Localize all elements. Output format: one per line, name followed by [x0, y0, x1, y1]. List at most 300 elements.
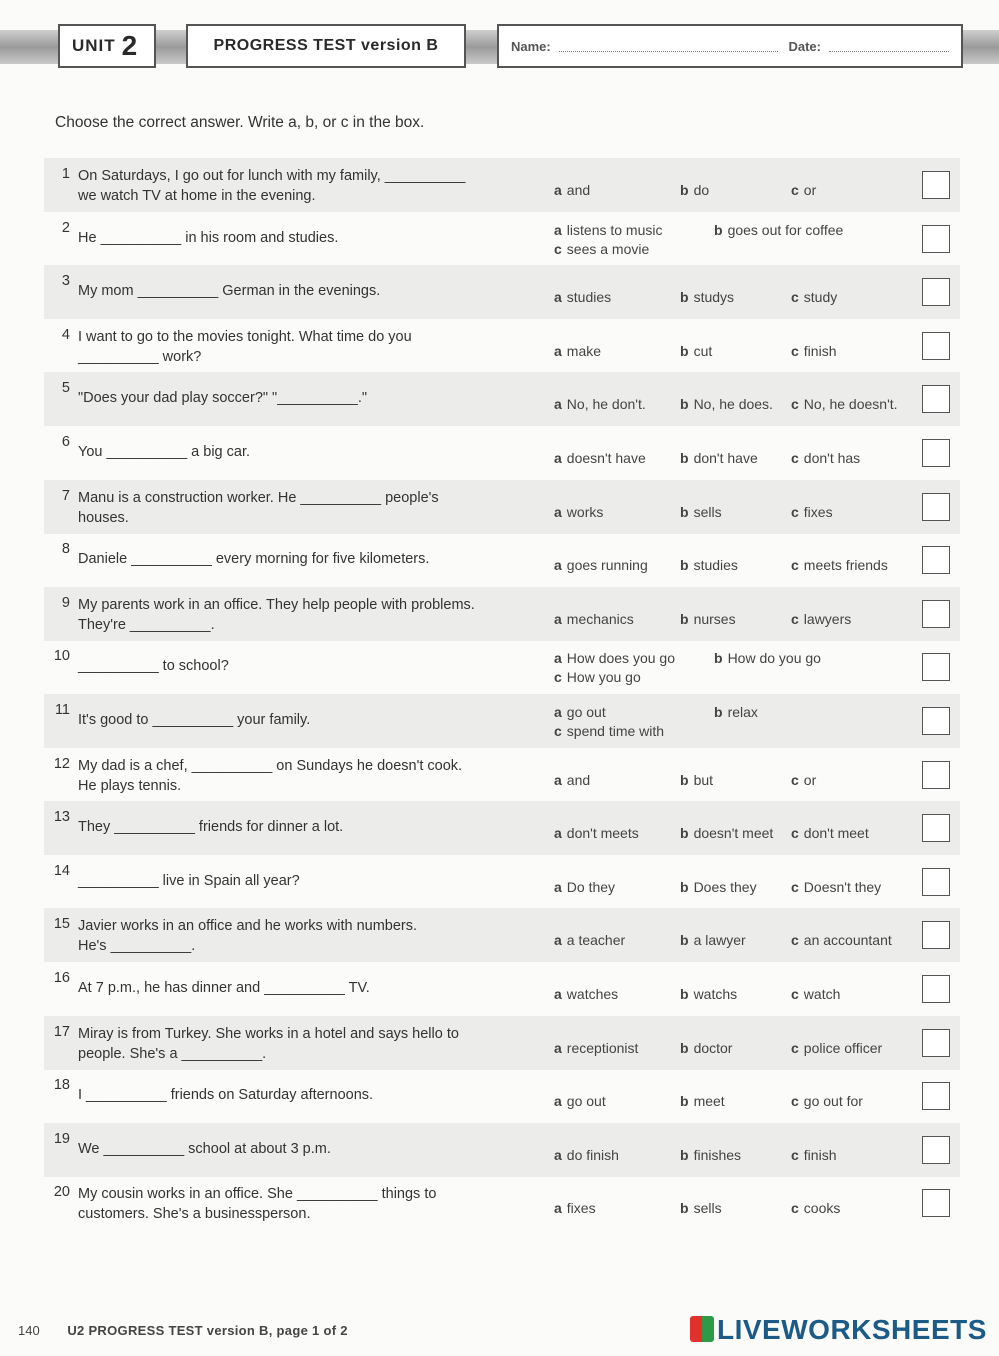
question-number: 3 [61, 273, 70, 290]
question-line: It's good to __________ your family. [78, 712, 311, 728]
question-line: At 7 p.m., he has dinner and __________ TV. [78, 980, 370, 996]
question-number: 17 [53, 1023, 70, 1040]
option-a [554, 1200, 596, 1216]
option-b [714, 650, 821, 666]
option-letter: c [791, 932, 799, 949]
option-b [680, 289, 734, 305]
option-text: How you go [566, 669, 641, 686]
question-row [44, 158, 960, 212]
question-row [44, 1176, 960, 1230]
option-text: goes running [566, 557, 648, 574]
option-c [791, 932, 892, 948]
question-line: Manu is a construction worker. He __________ people's [78, 489, 439, 506]
option-letter: c [791, 182, 799, 198]
option-text: cut [693, 342, 713, 359]
question-row [44, 748, 960, 802]
option-text: studies [566, 289, 612, 306]
option-b [680, 504, 722, 520]
option-a [554, 932, 625, 948]
question-row [44, 640, 960, 694]
question-text [78, 228, 548, 248]
question-line: we watch TV at home in the evening. [78, 188, 316, 204]
footer [18, 1323, 348, 1338]
option-b [680, 986, 737, 1002]
option-a [554, 986, 618, 1002]
question-line: My dad is a chef, __________ on Sundays he doesn't cook. [78, 757, 463, 774]
option-letter: b [714, 704, 723, 720]
option-letter: b [680, 342, 689, 359]
question-row [44, 212, 960, 266]
option-a [554, 450, 646, 466]
question-number: 20 [53, 1184, 70, 1201]
option-text: sells [693, 503, 722, 520]
option-letter: c [791, 1146, 799, 1163]
name-date-box [497, 24, 963, 68]
option-letter: b [680, 1093, 689, 1110]
option-text: lawyers [803, 610, 852, 627]
option-b [680, 557, 738, 573]
answer-box[interactable] [922, 707, 950, 735]
question-number: 5 [61, 380, 70, 397]
question-line: houses. [78, 509, 129, 526]
option-text: No, he doesn't. [803, 396, 898, 413]
option-text: don't have [693, 450, 758, 466]
option-a [554, 557, 648, 573]
option-letter: b [680, 1039, 689, 1056]
option-letter: a [554, 610, 562, 627]
option-a [554, 772, 590, 788]
date-field[interactable] [829, 50, 949, 52]
option-text: and [566, 182, 591, 198]
option-a [554, 222, 663, 238]
option-letter: b [680, 1200, 689, 1217]
question-number: 11 [54, 702, 70, 718]
question-line: Miray is from Turkey. She works in a hotel and says hello to [78, 1025, 459, 1042]
question-text [78, 710, 548, 730]
question-text [78, 327, 548, 367]
option-c [791, 1147, 836, 1163]
question-number: 18 [53, 1077, 70, 1094]
question-number: 19 [53, 1130, 70, 1147]
option-letter: c [554, 723, 562, 739]
option-letter: a [554, 771, 562, 788]
question-number: 4 [61, 326, 70, 343]
option-text: finish [803, 1146, 837, 1163]
option-b [680, 1040, 732, 1056]
question-line: You __________ a big car. [78, 444, 251, 460]
option-text: make [566, 342, 602, 359]
option-text: Do they [566, 878, 616, 895]
option-text: receptionist [566, 1039, 639, 1056]
test-title [186, 24, 466, 68]
option-letter: a [554, 825, 562, 842]
answer-box[interactable] [922, 439, 950, 467]
question-line: I want to go to the movies tonight. What time do you [78, 328, 412, 345]
question-line: __________ live in Spain all year? [78, 872, 300, 889]
option-text: go out [566, 704, 606, 720]
question-line: They __________ friends for dinner a lot. [78, 819, 344, 836]
question-number: 16 [53, 970, 70, 986]
question-row [44, 533, 960, 587]
question-text [78, 442, 548, 462]
question-row [44, 426, 960, 480]
question-row [44, 480, 960, 534]
option-letter: a [554, 503, 562, 520]
option-b [680, 1093, 725, 1109]
option-text: listens to music [566, 221, 663, 238]
answer-box[interactable] [922, 332, 950, 360]
answer-box[interactable] [922, 921, 950, 949]
option-text: doesn't have [566, 450, 646, 466]
question-line: They're __________. [78, 616, 215, 633]
option-letter: a [554, 1093, 562, 1110]
question-text [78, 978, 548, 998]
question-number: 14 [53, 862, 70, 879]
option-a [554, 504, 603, 520]
question-line: Javier works in an office and he works with numbers. [78, 918, 418, 935]
question-line: My parents work in an office. They help people with problems. [78, 596, 475, 613]
option-text: relax [727, 704, 758, 720]
option-text: do finish [566, 1146, 619, 1163]
question-line: __________ to school? [78, 658, 229, 675]
answer-box[interactable] [922, 493, 950, 521]
option-text: fixes [566, 1200, 596, 1217]
option-text: doesn't meet [693, 825, 774, 842]
option-text: don't meets [566, 825, 639, 842]
option-text: fixes [803, 503, 833, 520]
question-line: __________ work? [78, 348, 202, 365]
option-a [554, 289, 611, 305]
question-text [78, 1085, 548, 1105]
option-b [680, 343, 712, 359]
option-c [554, 723, 664, 739]
question-number: 1 [61, 166, 70, 182]
option-b [680, 932, 746, 948]
option-c [791, 289, 837, 305]
question-row [44, 694, 960, 748]
option-text: finish [803, 342, 837, 359]
option-text: No, he don't. [566, 396, 646, 413]
option-letter: b [680, 1146, 689, 1163]
option-letter: c [791, 396, 799, 413]
question-text [78, 1184, 548, 1224]
answer-box[interactable] [922, 814, 950, 842]
option-letter: c [791, 1093, 799, 1110]
question-text [78, 488, 548, 528]
option-b [680, 450, 758, 466]
answer-box[interactable] [922, 385, 950, 413]
option-text: nurses [693, 610, 736, 627]
option-letter: b [680, 825, 689, 842]
option-text: No, he does. [693, 396, 773, 413]
option-b [680, 772, 713, 788]
option-a [554, 704, 606, 720]
option-text: do [693, 182, 710, 198]
question-line: I __________ friends on Saturday afternoons. [78, 1087, 374, 1104]
option-text: How does you go [566, 650, 675, 667]
answer-box[interactable] [922, 975, 950, 1003]
option-text: or [803, 771, 817, 788]
date-label: Date: [788, 38, 821, 54]
unit-text: UNIT [72, 36, 116, 55]
option-text: go out [566, 1093, 606, 1110]
option-b [680, 1200, 722, 1216]
option-text: and [566, 771, 591, 788]
answer-box[interactable] [922, 1029, 950, 1057]
option-letter: a [554, 342, 562, 359]
option-letter: c [554, 240, 562, 257]
question-row [44, 801, 960, 855]
option-text: watch [803, 986, 841, 1002]
option-a [554, 182, 590, 198]
option-a [554, 611, 634, 627]
name-label: Name: [511, 38, 551, 54]
option-text: doctor [693, 1039, 733, 1056]
option-letter: c [791, 878, 799, 895]
question-row [44, 1016, 960, 1070]
option-text: studys [693, 289, 735, 306]
page-number: 140 [18, 1323, 40, 1338]
question-text [78, 549, 548, 569]
question-line: customers. She's a businessperson. [78, 1206, 311, 1223]
question-row [44, 1123, 960, 1177]
option-letter: b [680, 986, 689, 1002]
option-letter: c [791, 825, 799, 842]
question-row [44, 372, 960, 426]
option-a [554, 1040, 638, 1056]
question-number: 2 [61, 219, 70, 236]
logo-text: LIVEWORKSHEETS [717, 1314, 987, 1345]
option-c [791, 879, 881, 895]
option-text: works [566, 503, 604, 520]
option-text: finishes [693, 1146, 742, 1163]
option-c [791, 825, 869, 841]
option-text: don't has [803, 450, 861, 466]
option-text: a lawyer [693, 932, 746, 949]
option-letter: a [554, 182, 562, 198]
answer-box[interactable] [922, 1189, 950, 1217]
question-number: 13 [53, 809, 70, 826]
name-field[interactable] [559, 50, 779, 52]
option-text: police officer [803, 1039, 883, 1056]
option-b [714, 704, 758, 720]
answer-box[interactable] [922, 761, 950, 789]
answer-box[interactable] [922, 278, 950, 306]
option-c [791, 772, 816, 788]
option-letter: a [554, 557, 562, 574]
question-row [44, 319, 960, 373]
question-row [44, 962, 960, 1016]
option-a [554, 650, 675, 666]
question-text [78, 817, 548, 837]
option-letter: a [554, 704, 562, 720]
option-letter: b [680, 610, 689, 627]
question-row [44, 587, 960, 641]
answer-box[interactable] [922, 546, 950, 574]
option-letter: b [680, 878, 689, 895]
option-text: don't meet [803, 825, 869, 842]
option-b [680, 396, 773, 412]
question-number: 12 [53, 755, 70, 772]
logo-icon [690, 1316, 714, 1342]
unit-number: 2 [121, 30, 139, 61]
option-letter: b [680, 771, 689, 788]
option-letter: b [680, 289, 689, 306]
question-row [44, 855, 960, 909]
answer-box[interactable] [922, 600, 950, 628]
option-letter: c [791, 1200, 799, 1217]
option-letter: a [554, 396, 562, 413]
option-a [554, 1093, 606, 1109]
question-text [78, 1024, 548, 1064]
option-letter: a [554, 650, 562, 667]
option-letter: b [680, 557, 689, 574]
option-b [680, 879, 757, 895]
question-line: Daniele __________ every morning for five kilometers. [78, 551, 430, 568]
option-letter: a [554, 932, 562, 949]
option-a [554, 343, 601, 359]
question-row [44, 1069, 960, 1123]
option-text: mechanics [566, 610, 634, 627]
option-text: but [693, 771, 714, 788]
question-text [78, 656, 548, 676]
option-letter: c [791, 771, 799, 788]
option-letter: a [554, 1146, 562, 1163]
question-line: He plays tennis. [78, 777, 182, 794]
option-text: or [803, 182, 817, 198]
instructions: Choose the correct answer. Write a, b, or c in the box. [55, 114, 425, 131]
option-letter: c [791, 289, 799, 306]
option-b [680, 1147, 741, 1163]
option-b [680, 825, 773, 841]
question-line: people. She's a __________. [78, 1045, 267, 1062]
option-letter: a [554, 221, 562, 238]
answer-box[interactable] [922, 868, 950, 896]
option-a [554, 825, 639, 841]
option-text: Doesn't they [803, 878, 882, 895]
question-number: 9 [61, 594, 70, 611]
option-letter: c [791, 610, 799, 627]
question-row [44, 265, 960, 319]
option-text: How do you go [727, 650, 821, 667]
option-letter: b [714, 221, 723, 238]
unit-label [58, 24, 156, 68]
question-row [44, 908, 960, 962]
answer-box[interactable] [922, 1082, 950, 1110]
question-line: My cousin works in an office. She __________ things to [78, 1186, 437, 1203]
option-c [791, 557, 888, 573]
option-text: Does they [693, 878, 757, 895]
answer-box[interactable] [922, 225, 950, 253]
option-text: an accountant [803, 932, 892, 949]
option-text: meet [693, 1093, 725, 1110]
question-line: "Does your dad play soccer?" "__________." [78, 390, 368, 407]
option-text: watches [566, 986, 619, 1002]
option-c [554, 241, 649, 257]
question-text [78, 756, 548, 796]
option-b [680, 611, 736, 627]
option-letter: c [791, 1039, 799, 1056]
question-text [78, 595, 548, 635]
option-text: studies [693, 557, 738, 574]
option-text: cooks [803, 1200, 841, 1217]
option-text: goes out for coffee [727, 221, 844, 238]
answer-box[interactable] [922, 1136, 950, 1164]
option-c [791, 986, 840, 1002]
option-text: sees a movie [566, 240, 650, 257]
option-text: a teacher [566, 932, 626, 949]
question-text [78, 871, 548, 891]
option-letter: c [554, 669, 562, 686]
option-letter: b [714, 650, 723, 667]
option-text: spend time with [566, 723, 665, 739]
question-number: 7 [61, 487, 70, 504]
option-c [791, 450, 860, 466]
option-text: meets friends [803, 557, 888, 574]
option-a [554, 396, 646, 412]
question-number: 10 [53, 648, 70, 665]
option-text: go out for [803, 1093, 863, 1110]
option-letter: c [791, 557, 799, 574]
question-number: 6 [61, 434, 70, 450]
option-a [554, 1147, 619, 1163]
option-letter: a [554, 1200, 562, 1217]
option-text: study [803, 289, 838, 306]
liveworksheets-logo [690, 1314, 987, 1346]
option-c [791, 1040, 882, 1056]
option-letter: c [791, 342, 799, 359]
option-c [791, 611, 851, 627]
option-letter: a [554, 289, 562, 306]
option-c [554, 669, 641, 685]
question-text [78, 916, 548, 956]
option-text: sells [693, 1200, 722, 1217]
option-letter: c [791, 503, 799, 520]
option-b [680, 182, 709, 198]
option-c [791, 343, 836, 359]
option-b [714, 222, 843, 238]
question-line: My mom __________ German in the evenings. [78, 283, 381, 300]
option-letter: b [680, 932, 689, 949]
option-letter: a [554, 878, 562, 895]
option-text: watchs [693, 986, 738, 1002]
option-c [791, 396, 898, 412]
option-letter: a [554, 1039, 562, 1056]
question-text [78, 166, 548, 206]
question-line: He's __________. [78, 938, 196, 955]
question-line: We __________ school at about 3 p.m. [78, 1140, 331, 1157]
question-number: 15 [53, 916, 70, 933]
option-letter: c [791, 986, 799, 1002]
option-c [791, 1093, 863, 1109]
answer-box[interactable] [922, 653, 950, 681]
option-letter: b [680, 450, 689, 466]
question-text [78, 1139, 548, 1159]
option-letter: c [791, 450, 799, 466]
question-text [78, 388, 548, 408]
footer-title: U2 PROGRESS TEST version B, page 1 of 2 [67, 1323, 348, 1338]
question-number: 8 [61, 541, 70, 558]
answer-box[interactable] [922, 171, 950, 199]
option-letter: a [554, 986, 562, 1002]
question-line: He __________ in his room and studies. [78, 229, 339, 246]
option-letter: b [680, 503, 689, 520]
option-c [791, 1200, 840, 1216]
option-a [554, 879, 615, 895]
option-letter: b [680, 396, 689, 413]
question-text [78, 281, 548, 301]
option-letter: a [554, 450, 562, 466]
